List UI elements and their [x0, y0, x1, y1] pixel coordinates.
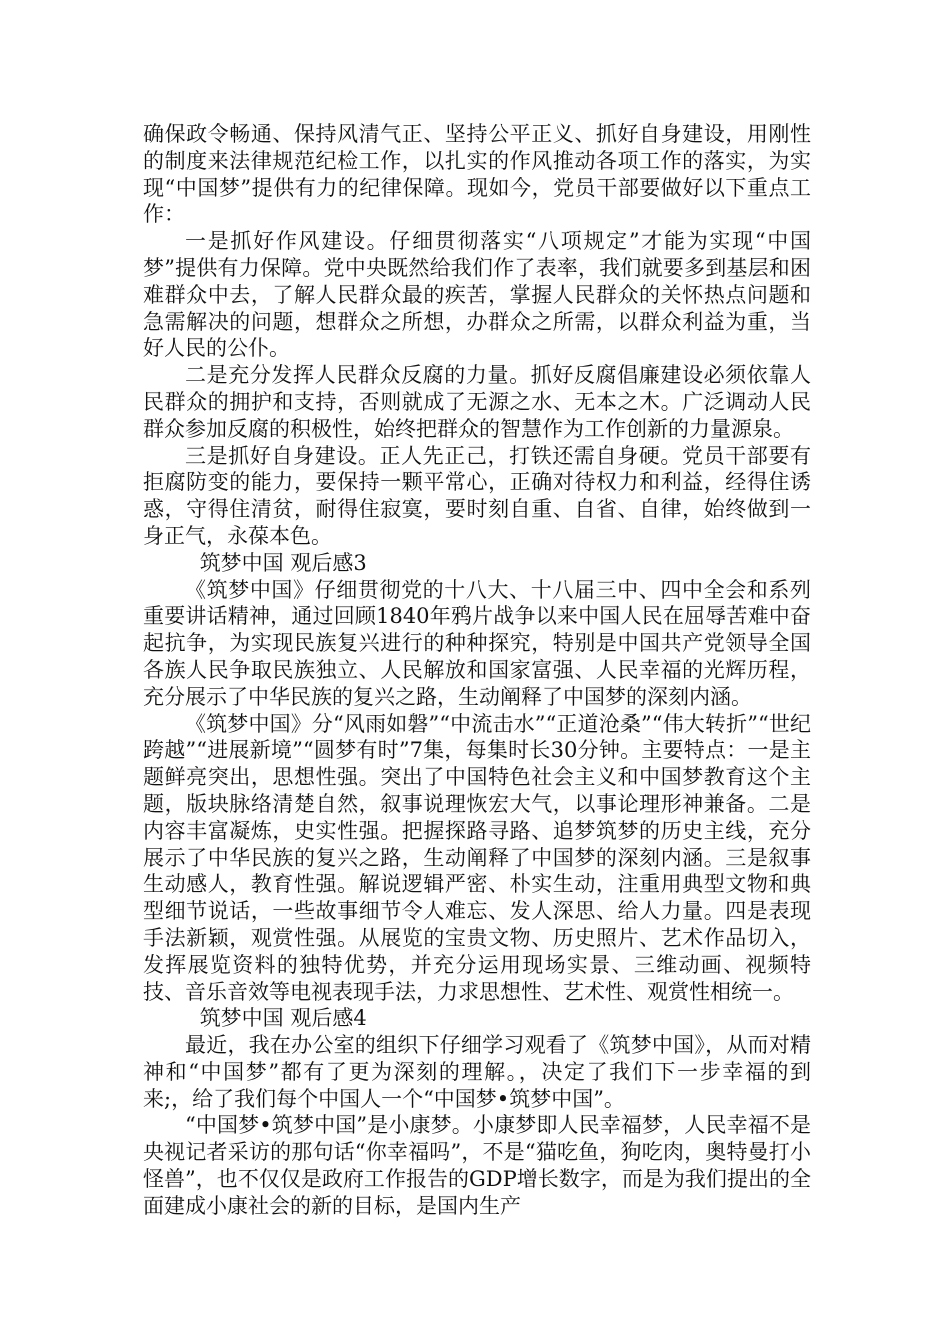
paragraph-point-2: 二是充分发挥人民群众反腐的力量。抓好反腐倡廉建设必须依靠人民群众的拥护和支持，否则就成了无源之水、无本之木。广泛调动人民群众参加反腐的积极性，始终把群众的智慧作为工作创新的力量源泉。	[143, 363, 811, 441]
section3-paragraph-2: 《筑梦中国》分“风雨如磐”“中流击水”“正道沧桑”“伟大转折”“世纪跨越”“进展新境”“圆梦有时”7集，每集时长30分钟。主要特点：一是主题鲜亮突出，思想性强。突出了中国特色社会主义和中国梦教育这个主题，版块脉络清楚自然，叙事说理恢宏大气，以事论理形神兼备。二是内容丰富凝炼，史实性强。把握探路寻路、追梦筑梦的历史主线，充分展示了中华民族的复兴之路，生动阐释了中国梦的深刻内涵。三是叙事生动感人，教育性强。解说逻辑严密、朴实生动，注重用典型文物和典型细节说话，一些故事细节令人难忘、发人深思、给人力量。四是表现手法新颖，观赏性强。从展览的宝贵文物、历史照片、艺术作品切入，发挥展览资料的独特优势，并充分运用现场实景、三维动画、视频特技、音乐音效等电视表现手法，力求思想性、艺术性、观赏性相统一。	[143, 711, 811, 1004]
paragraph-point-1: 一是抓好作风建设。仔细贯彻落实“八项规定”才能为实现“中国梦”提供有力保障。党中央既然给我们作了表率，我们就要多到基层和困难群众中去，了解人民群众最的疾苦，掌握人民群众的关怀热点问题和急需解决的问题，想群众之所想，办群众之所需，以群众利益为重，当好人民的公仆。	[143, 229, 811, 361]
document-page	[143, 121, 811, 1220]
section4-paragraph-1: 最近，我在办公室的组织下仔细学习观看了《筑梦中国》，从而对精神和“中国梦”都有了更为深刻的理解。，决定了我们下一步幸福的到来;，给了我们每个中国人一个“中国梦•筑梦中国”。	[143, 1033, 811, 1111]
section4-paragraph-2: “中国梦•筑梦中国”是小康梦。小康梦即人民幸福梦，人民幸福不是央视记者采访的那句话“你幸福吗”，不是“猫吃鱼，狗吃肉，奥特曼打小怪兽”，也不仅仅是政府工作报告的GDP增长数字，而是为我们提出的全面建成小康社会的新的目标，是国内生产	[143, 1113, 811, 1218]
section-heading-4: 筑梦中国 观后感4	[199, 1006, 367, 1031]
section-heading-3: 筑梦中国 观后感3	[199, 550, 367, 575]
paragraph-point-3: 三是抓好自身建设。正人先正己，打铁还需自身硬。党员干部要有拒腐防变的能力，要保持一颗平常心，正确对待权力和利益，经得住诱惑，守得住清贫，耐得住寂寞，要时刻自重、自省、自律，始终做到一身正气，永葆本色。	[143, 443, 811, 548]
paragraph-intro: 确保政令畅通、保持风清气正、坚持公平正义、抓好自身建设，用刚性的制度来法律规范纪检工作，以扎实的作风推动各项工作的落实，为实现“中国梦”提供有力的纪律保障。现如今，党员干部要做好以下重点工作：	[143, 122, 811, 227]
section3-paragraph-1: 《筑梦中国》仔细贯彻党的十八大、十八届三中、四中全会和系列重要讲话精神，通过回顾1840年鸦片战争以来中国人民在屈辱苦难中奋起抗争，为实现民族复兴进行的种种探究，特别是中国共产党领导全国各族人民争取民族独立、人民解放和国家富强、人民幸福的光辉历程，充分展示了中华民族的复兴之路，生动阐释了中国梦的深刻内涵。	[143, 577, 811, 709]
